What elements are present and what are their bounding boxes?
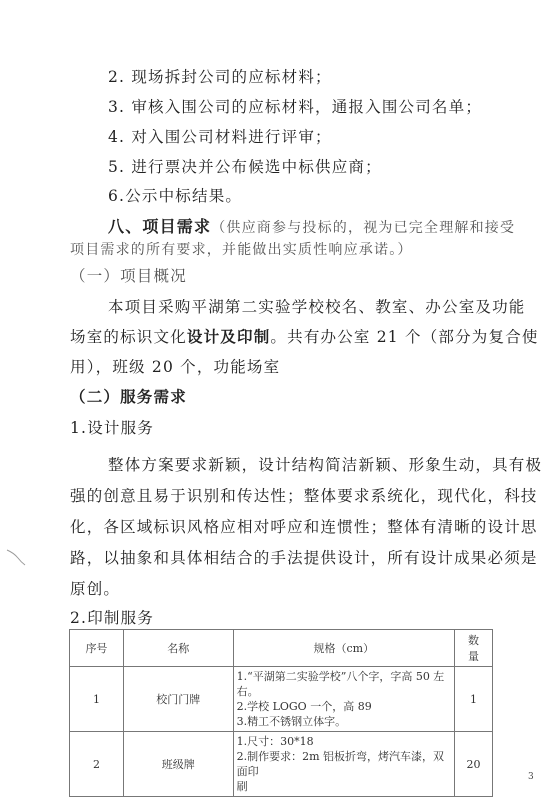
overview-text-b: 。共有办公室 21 个（部分为复合使 [270, 328, 539, 346]
row-qty: 1 [455, 667, 493, 732]
page-number: 3 [528, 772, 534, 782]
header-qty [455, 630, 493, 667]
design-service-heading: 1.设计服务 [70, 419, 154, 437]
header-name: 名称 [123, 630, 233, 667]
print-spec-table [69, 629, 493, 797]
header-no: 序号 [70, 630, 124, 667]
header-spec: 规格（cm） [233, 630, 454, 667]
table-row [70, 667, 493, 732]
overview-paragraph-line-2 [70, 325, 539, 347]
design-paragraph-line-4: 路，以抽象和具体相结合的手法提供设计，所有设计成果必须是 [70, 549, 538, 567]
row-name: 校门门牌 [123, 667, 233, 732]
section-8-title: 八、项目需求 [108, 217, 212, 236]
print-service-heading: 2.印制服务 [70, 609, 154, 627]
spec-line: 1.尺寸：30*18 [236, 735, 314, 748]
overview-paragraph-line-1: 本项目采购平湖第二实验学校校名、教室、办公室及功能 [108, 298, 526, 316]
spec-line: 刷 [236, 780, 248, 793]
spec-line: 2.学校 LOGO 一个，高 89 [236, 700, 372, 713]
row-no: 2 [70, 732, 124, 797]
table-header-row [70, 630, 493, 667]
spec-line: 2.制作要求：2m 铝板折弯，烤汽车漆，双面印 [236, 750, 444, 778]
row-name: 班级牌 [123, 732, 233, 797]
row-qty: 20 [455, 732, 493, 797]
process-step-2: 2. 现场拆封公司的应标材料； [108, 68, 332, 86]
section-8-note-continued: 项目需求的所有要求，并能做出实质性响应承诺。） [70, 242, 413, 258]
overview-paragraph-line-3: 用），班级 20 个，功能场室 [70, 358, 281, 376]
row-spec [233, 732, 454, 797]
spec-line: 3.精工不锈钢立体字。 [236, 715, 347, 728]
subsection-service-title: （二）服务需求 [70, 387, 187, 406]
section-8-heading-line [108, 214, 515, 237]
process-step-3: 3. 审核入围公司的应标材料，通报入围公司名单； [108, 98, 483, 116]
process-step-6: 6.公示中标结果。 [108, 187, 243, 205]
scan-mark-stroke [6, 548, 26, 566]
spec-line: 1.“平湖第二实验学校”八个字，字高 50 左右。 [236, 670, 445, 698]
process-step-5: 5. 进行票决并公布候选中标供应商； [108, 158, 382, 176]
header-qty-a: 数 [468, 634, 479, 647]
design-paragraph-line-1: 整体方案要求新颖，设计结构简洁新颖、形象生动，具有极 [108, 456, 543, 474]
overview-text-bold: 设计及印制 [186, 327, 271, 346]
process-step-4: 4. 对入围公司材料进行评审； [108, 128, 332, 146]
row-no: 1 [70, 667, 124, 732]
design-paragraph-line-2: 强的创意且易于识别和传达性；整体要求系统化，现代化，科技 [70, 487, 538, 505]
overview-text-a: 场室的标识文化 [70, 328, 187, 346]
section-8-note: （供应商参与投标的，视为已完全理解和接受 [211, 220, 516, 236]
design-paragraph-line-3: 化，各区域标识风格应相对呼应和连惯性；整体有清晰的设计思 [70, 518, 538, 536]
design-paragraph-line-5: 原创。 [70, 580, 121, 598]
table-row [70, 732, 493, 797]
header-qty-b: 量 [468, 650, 479, 663]
subsection-overview-title: （一）项目概况 [70, 267, 187, 285]
row-spec [233, 667, 454, 732]
